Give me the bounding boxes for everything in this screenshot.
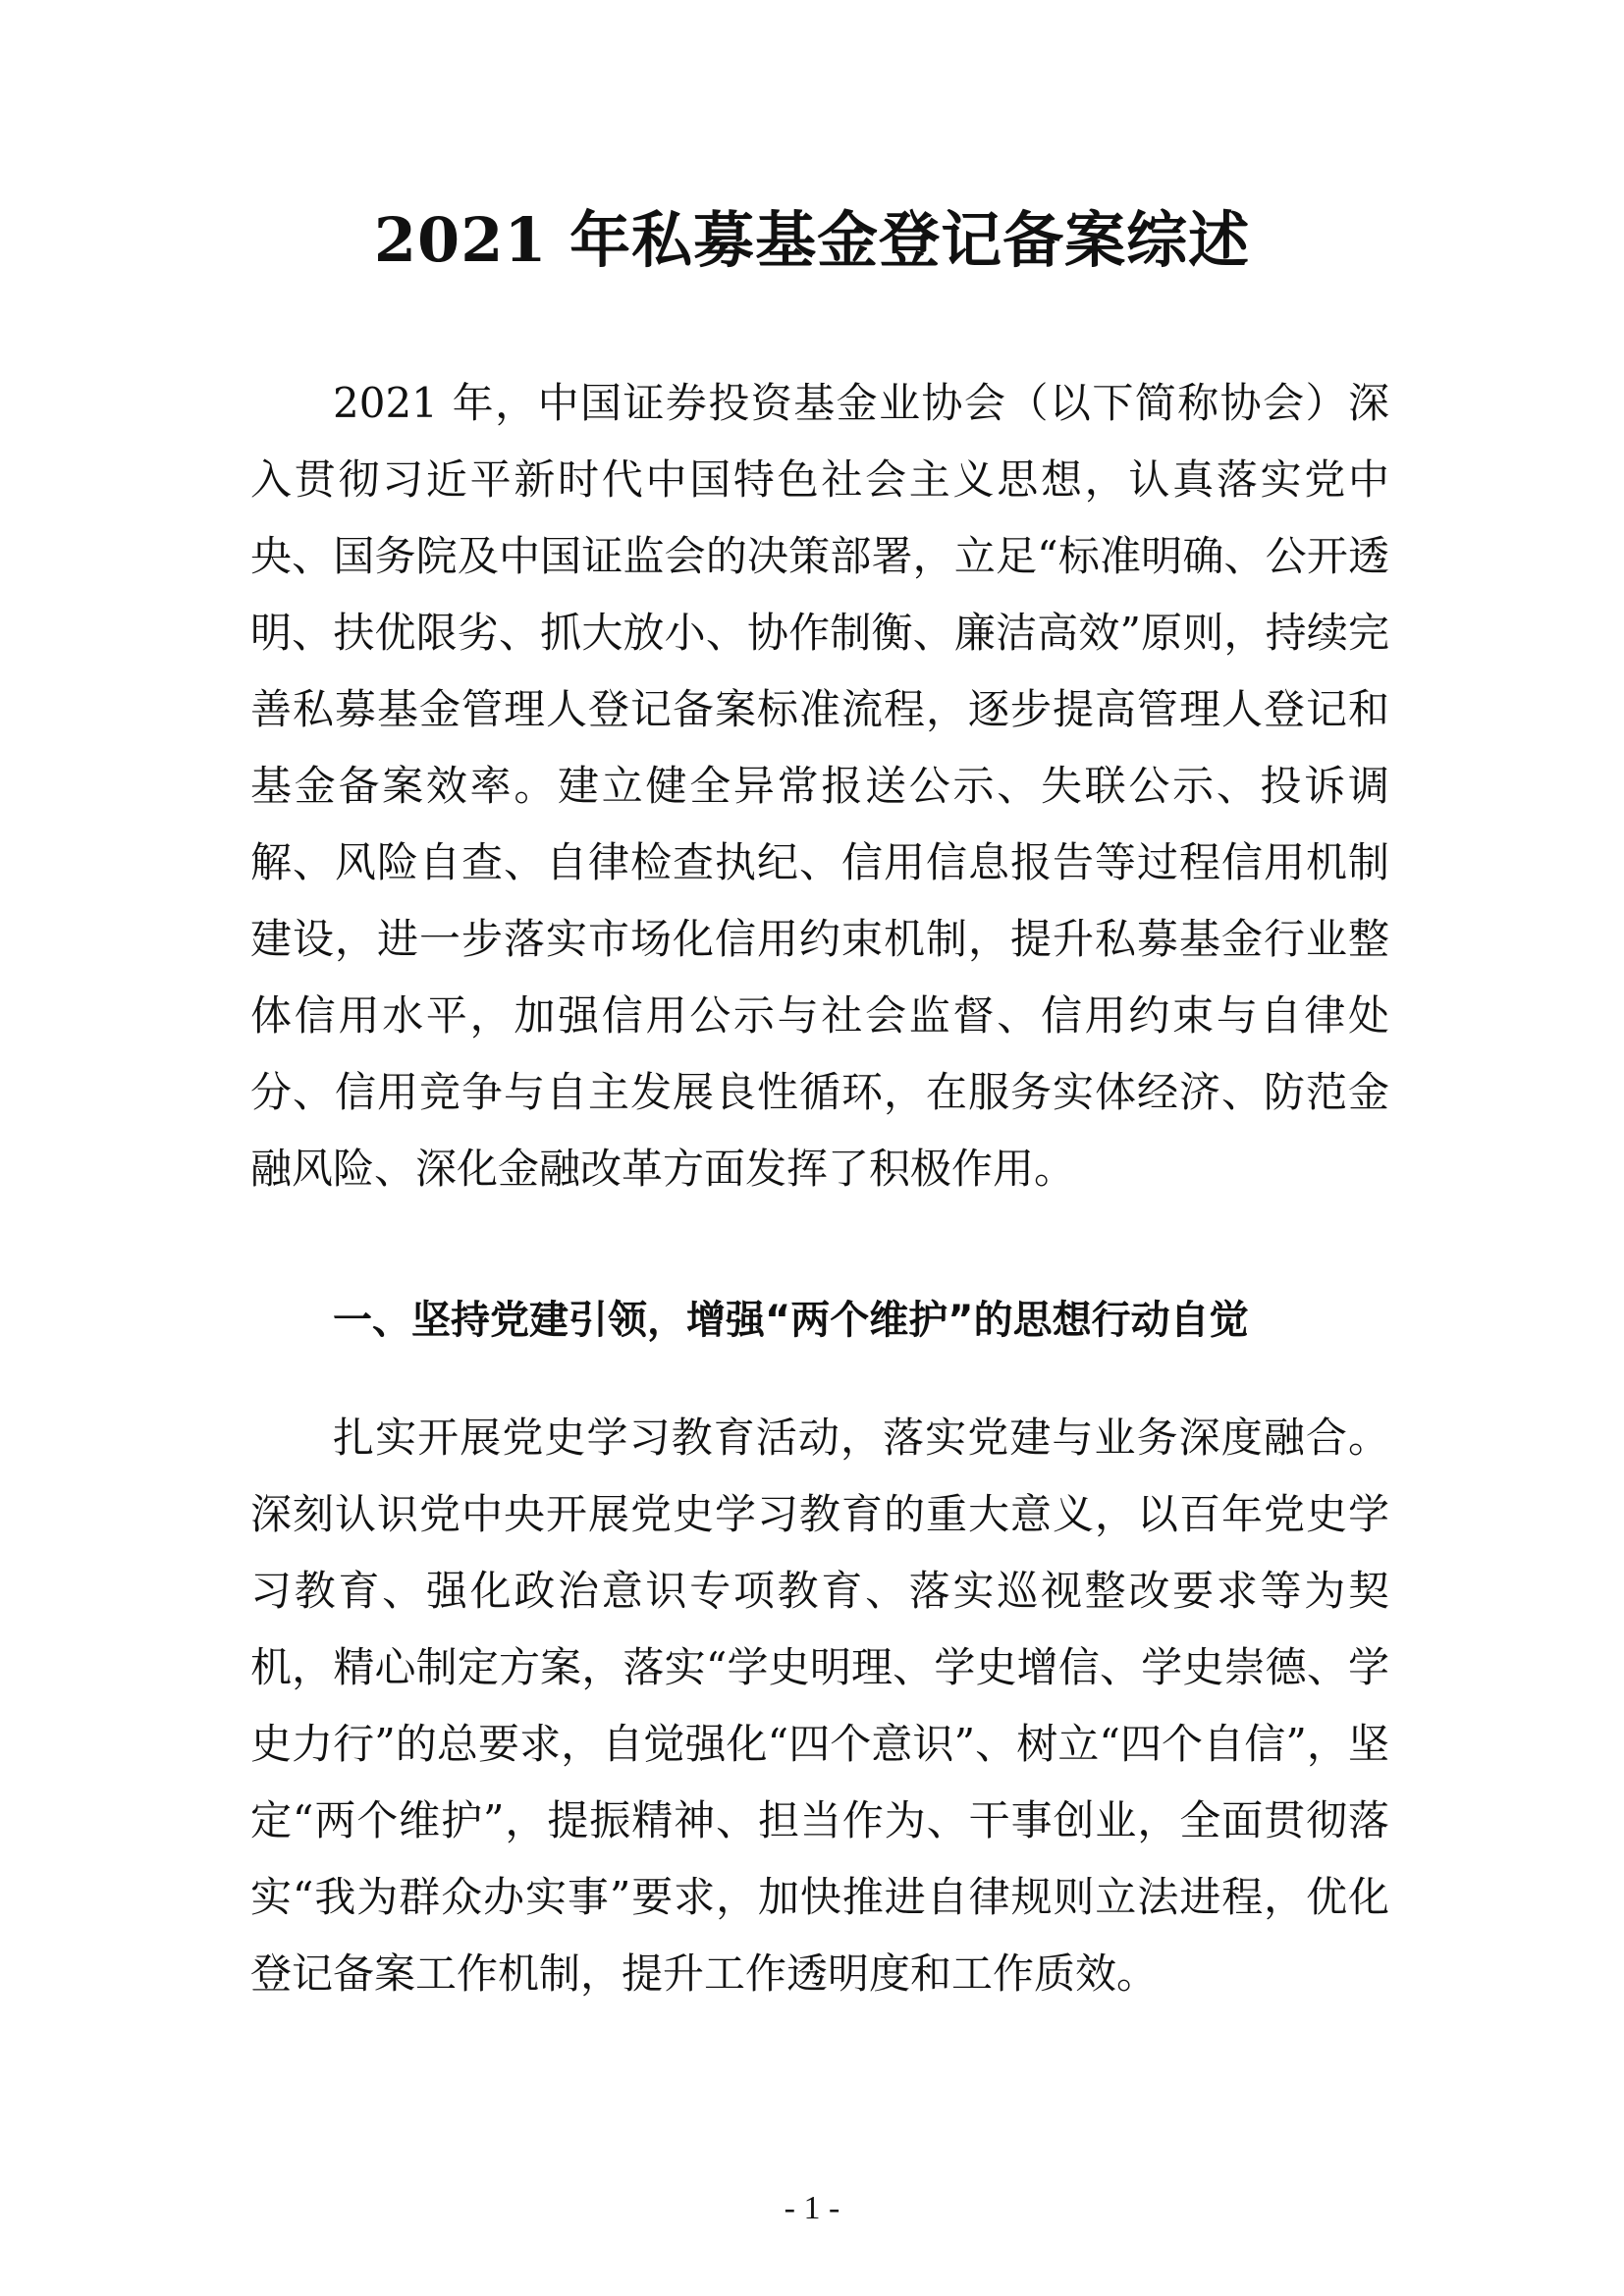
document-title: 2021 年私募基金登记备案综述 [373, 204, 1251, 276]
section-1-heading: 一、坚持党建引领，增强“两个维护”的思想行动自觉 [333, 1298, 1249, 1343]
intro-section [250, 365, 1389, 1207]
section-1-body [250, 1400, 1389, 2012]
intro-paragraph: 2021 年，中国证券投资基金业协会（以下简称协会）深入贯彻习近平新时代中国特色社会主义思想，认真落实党中央、国务院及中国证监会的决策部署，立足“标准明确、公开透明、扶优限劣、抓大放小、协作制衡、廉洁高效”原则，持续完善私募基金管理人登记备案标准流程，逐步提高管理人登记和基金备案效率。建立健全异常报送公示、失联公示、投诉调解、风险自查、自律检查执纪、信用信息报告等过程信用机制建设，进一步落实市场化信用约束机制，提升私募基金行业整体信用水平，加强信用公示与社会监督、信用约束与自律处分、信用竞争与自主发展良性循环，在服务实体经济、防范金融风险、深化金融改革方面发挥了积极作用。 [250, 379, 1389, 1193]
page-number: - 1 - [784, 2190, 840, 2226]
section-1-paragraph: 扎实开展党史学习教育活动，落实党建与业务深度融合。深刻认识党中央开展党史学习教育的重大意义，以百年党史学习教育、强化政治意识专项教育、落实巡视整改要求等为契机，精心制定方案，落实“学史明理、学史增信、学史崇德、学史力行”的总要求，自觉强化“四个意识”、树立“四个自信”，坚定“两个维护”，提振精神、担当作为、干事创业，全面贯彻落实“我为群众办实事”要求，加快推进自律规则立法进程，优化登记备案工作机制，提升工作透明度和工作质效。 [250, 1414, 1389, 1998]
